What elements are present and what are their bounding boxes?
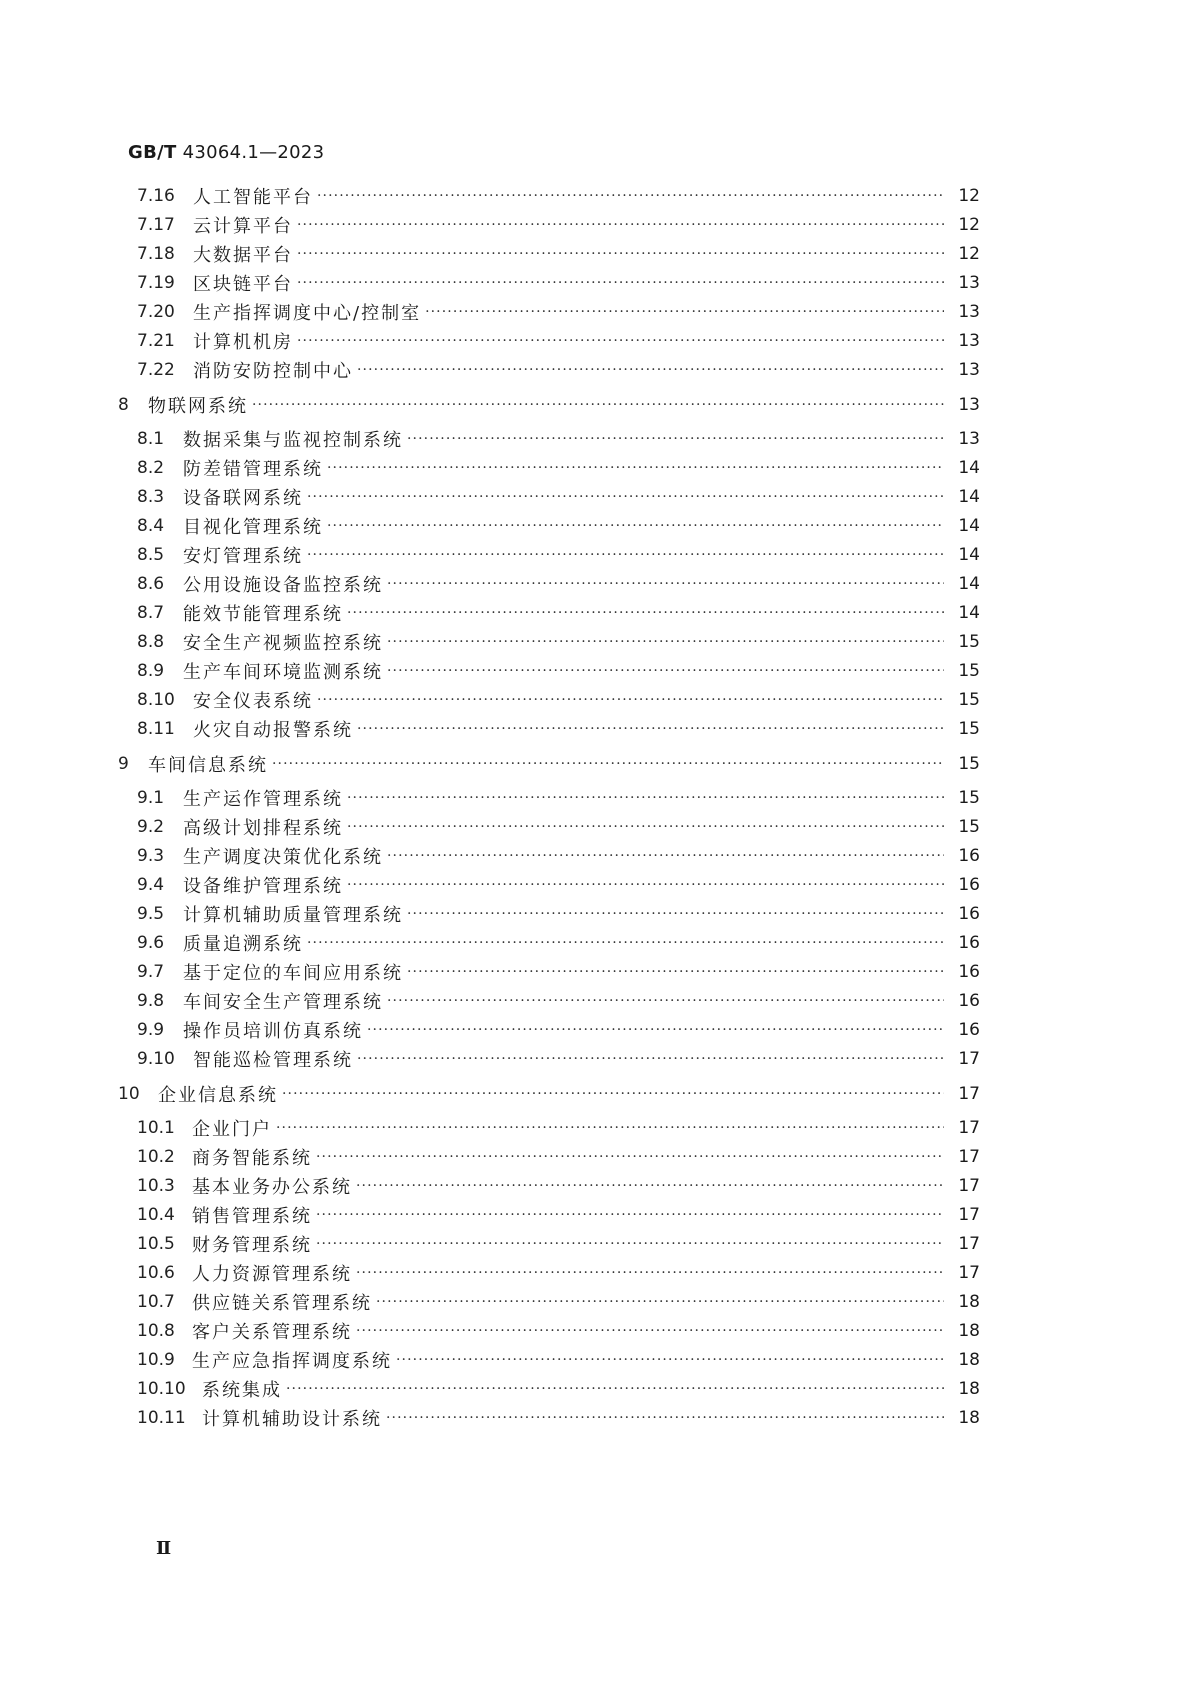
dot-leader bbox=[316, 1201, 944, 1229]
toc-entry[interactable] bbox=[137, 182, 980, 210]
toc-entry-title: 操作员培训仿真系统 bbox=[183, 1021, 363, 1042]
toc-entry[interactable] bbox=[137, 715, 980, 743]
toc-entry-title: 安灯管理系统 bbox=[183, 546, 303, 567]
toc-entry-number: 10 bbox=[118, 1084, 140, 1104]
toc-entry[interactable] bbox=[137, 1201, 980, 1229]
toc-entry-number: 9.4 bbox=[137, 875, 165, 895]
toc-entry-page: 17 bbox=[958, 1205, 980, 1225]
toc-entry-title: 计算机辅助质量管理系统 bbox=[183, 905, 403, 926]
toc-entry-number: 8.10 bbox=[137, 690, 175, 710]
toc-entry-page: 16 bbox=[958, 962, 980, 982]
toc-entry-title: 区块链平台 bbox=[193, 274, 293, 295]
toc-entry-number: 10.1 bbox=[137, 1118, 175, 1138]
toc-entry[interactable] bbox=[137, 599, 980, 627]
toc-entry-page: 12 bbox=[958, 244, 980, 264]
toc-entry-page: 13 bbox=[958, 273, 980, 293]
toc-entry[interactable] bbox=[137, 871, 980, 899]
toc-entry[interactable] bbox=[118, 1080, 980, 1108]
toc-entry-title: 高级计划排程系统 bbox=[183, 818, 343, 839]
toc-entry-number: 9.1 bbox=[137, 788, 165, 808]
toc-entry-title: 车间安全生产管理系统 bbox=[183, 992, 383, 1013]
toc-entry[interactable] bbox=[137, 958, 980, 986]
dot-leader bbox=[317, 182, 944, 210]
toc-entry-page: 16 bbox=[958, 904, 980, 924]
toc-entry-page: 17 bbox=[958, 1234, 980, 1254]
dot-leader bbox=[376, 1288, 944, 1316]
toc-entry-title: 系统集成 bbox=[202, 1380, 282, 1401]
toc-entry-title: 基本业务办公系统 bbox=[192, 1177, 352, 1198]
page-number-footer: Ⅱ bbox=[156, 1538, 172, 1559]
toc-entry-page: 18 bbox=[958, 1321, 980, 1341]
toc-entry-number: 8.7 bbox=[137, 603, 165, 623]
dot-leader bbox=[407, 900, 944, 928]
toc-entry[interactable] bbox=[137, 842, 980, 870]
dot-leader bbox=[356, 1259, 944, 1287]
toc-entry-number: 10.11 bbox=[137, 1408, 186, 1428]
toc-entry-page: 16 bbox=[958, 1020, 980, 1040]
toc-entry-page: 15 bbox=[958, 817, 980, 837]
dot-leader bbox=[286, 1375, 944, 1403]
dot-leader bbox=[347, 813, 944, 841]
toc-entry[interactable] bbox=[137, 269, 980, 297]
toc-entry-title: 计算机辅助设计系统 bbox=[202, 1409, 382, 1430]
toc-entry-page: 17 bbox=[958, 1147, 980, 1167]
dot-leader bbox=[316, 1230, 944, 1258]
toc-entry-title: 消防安防控制中心 bbox=[193, 361, 353, 382]
toc-entry[interactable] bbox=[137, 813, 980, 841]
toc-entry[interactable] bbox=[137, 211, 980, 239]
toc-entry-page: 12 bbox=[958, 186, 980, 206]
toc-entry-number: 8.3 bbox=[137, 487, 165, 507]
dot-leader bbox=[297, 327, 944, 355]
toc-entry-number: 10.3 bbox=[137, 1176, 175, 1196]
toc-entry-page: 16 bbox=[958, 991, 980, 1011]
toc-entry[interactable] bbox=[137, 628, 980, 656]
toc-entry-title: 客户关系管理系统 bbox=[192, 1322, 352, 1343]
toc-entry-page: 17 bbox=[958, 1263, 980, 1283]
dot-leader bbox=[386, 1404, 944, 1432]
toc-entry[interactable] bbox=[137, 570, 980, 598]
toc-entry-number: 9.3 bbox=[137, 846, 165, 866]
toc-entry[interactable] bbox=[137, 1143, 980, 1171]
toc-entry-number: 10.5 bbox=[137, 1234, 175, 1254]
toc-entry-title: 能效节能管理系统 bbox=[183, 604, 343, 625]
toc-entry-title: 人力资源管理系统 bbox=[192, 1264, 352, 1285]
toc-entry-number: 10.7 bbox=[137, 1292, 175, 1312]
toc-entry[interactable] bbox=[118, 391, 980, 419]
dot-leader bbox=[327, 512, 944, 540]
toc-entry-number: 9.6 bbox=[137, 933, 165, 953]
toc-entry-title: 防差错管理系统 bbox=[183, 459, 323, 480]
toc-entry-title: 商务智能系统 bbox=[192, 1148, 312, 1169]
toc-entry-title: 计算机机房 bbox=[193, 332, 293, 353]
toc-entry-page: 13 bbox=[958, 331, 980, 351]
toc-entry-number: 10.2 bbox=[137, 1147, 175, 1167]
toc-entry-number: 8.9 bbox=[137, 661, 165, 681]
toc-entry-number: 9.2 bbox=[137, 817, 165, 837]
toc-entry[interactable] bbox=[137, 1317, 980, 1345]
toc-entry-number: 10.8 bbox=[137, 1321, 175, 1341]
toc-entry-page: 15 bbox=[958, 661, 980, 681]
toc-entry-number: 8.4 bbox=[137, 516, 165, 536]
toc-entry-page: 14 bbox=[958, 516, 980, 536]
toc-entry-page: 14 bbox=[958, 458, 980, 478]
toc-entry[interactable] bbox=[137, 1346, 980, 1374]
dot-leader bbox=[387, 987, 944, 1015]
toc-entry[interactable] bbox=[137, 454, 980, 482]
toc-entry-page: 14 bbox=[958, 603, 980, 623]
toc-entry-title: 销售管理系统 bbox=[192, 1206, 312, 1227]
dot-leader bbox=[297, 240, 944, 268]
toc-entry[interactable] bbox=[137, 1259, 980, 1287]
toc-entry-page: 17 bbox=[958, 1084, 980, 1104]
toc-entry-number: 7.20 bbox=[137, 302, 175, 322]
toc-entry[interactable] bbox=[137, 1230, 980, 1258]
dot-leader bbox=[357, 1045, 944, 1073]
toc-entry-number: 9.10 bbox=[137, 1049, 175, 1069]
toc-entry[interactable] bbox=[137, 1045, 980, 1073]
toc-entry-title: 财务管理系统 bbox=[192, 1235, 312, 1256]
toc-entry-number: 8.6 bbox=[137, 574, 165, 594]
toc-entry-number: 9.8 bbox=[137, 991, 165, 1011]
toc-entry-page: 16 bbox=[958, 846, 980, 866]
toc-entry-page: 15 bbox=[958, 754, 980, 774]
toc-entry-title: 智能巡检管理系统 bbox=[193, 1050, 353, 1071]
toc-entry-title: 目视化管理系统 bbox=[183, 517, 323, 538]
toc-entry-number: 7.18 bbox=[137, 244, 175, 264]
standard-prefix: GB/T bbox=[128, 142, 177, 163]
toc-entry[interactable] bbox=[137, 900, 980, 928]
toc-entry-page: 16 bbox=[958, 875, 980, 895]
dot-leader bbox=[272, 750, 944, 778]
toc-entry-title: 供应链关系管理系统 bbox=[192, 1293, 372, 1314]
toc-entry-number: 8.8 bbox=[137, 632, 165, 652]
toc-entry-number: 8.5 bbox=[137, 545, 165, 565]
toc-entry[interactable] bbox=[137, 512, 980, 540]
toc-entry[interactable] bbox=[137, 1114, 980, 1142]
toc-entry-title: 安全生产视频监控系统 bbox=[183, 633, 383, 654]
toc-entry-page: 17 bbox=[958, 1176, 980, 1196]
toc-entry-page: 14 bbox=[958, 487, 980, 507]
toc-entry-title: 设备联网系统 bbox=[183, 488, 303, 509]
toc-entry-page: 13 bbox=[958, 360, 980, 380]
toc-entry-page: 14 bbox=[958, 545, 980, 565]
toc-entry-page: 15 bbox=[958, 788, 980, 808]
dot-leader bbox=[297, 211, 944, 239]
toc-entry-title: 生产车间环境监测系统 bbox=[183, 662, 383, 683]
toc-entry-page: 14 bbox=[958, 574, 980, 594]
toc-entry[interactable] bbox=[137, 356, 980, 384]
toc-entry-page: 15 bbox=[958, 632, 980, 652]
toc-entry-title: 生产应急指挥调度系统 bbox=[192, 1351, 392, 1372]
toc-entry-number: 10.6 bbox=[137, 1263, 175, 1283]
toc-entry-number: 7.21 bbox=[137, 331, 175, 351]
toc-entry[interactable] bbox=[137, 1404, 980, 1432]
toc-entry[interactable] bbox=[137, 1375, 980, 1403]
standard-header bbox=[128, 142, 324, 163]
toc-entry[interactable] bbox=[137, 240, 980, 268]
toc-entry[interactable] bbox=[137, 483, 980, 511]
toc-entry-page: 17 bbox=[958, 1118, 980, 1138]
toc-entry-title: 大数据平台 bbox=[193, 245, 293, 266]
dot-leader bbox=[357, 356, 944, 384]
toc-entry-page: 17 bbox=[958, 1049, 980, 1069]
dot-leader bbox=[387, 628, 944, 656]
toc-entry-title: 生产运作管理系统 bbox=[183, 789, 343, 810]
dot-leader bbox=[396, 1346, 944, 1374]
dot-leader bbox=[317, 686, 944, 714]
toc-entry[interactable] bbox=[137, 425, 980, 453]
toc-entry-title: 设备维护管理系统 bbox=[183, 876, 343, 897]
dot-leader bbox=[276, 1114, 944, 1142]
toc-entry[interactable] bbox=[137, 1016, 980, 1044]
toc-entry[interactable] bbox=[118, 750, 980, 778]
toc-entry-page: 18 bbox=[958, 1292, 980, 1312]
toc-entry[interactable] bbox=[137, 657, 980, 685]
toc-entry-title: 基于定位的车间应用系统 bbox=[183, 963, 403, 984]
toc-entry-number: 9.9 bbox=[137, 1020, 165, 1040]
toc-entry-title: 企业信息系统 bbox=[158, 1085, 278, 1106]
toc-entry-title: 人工智能平台 bbox=[193, 187, 313, 208]
toc-entry-number: 7.22 bbox=[137, 360, 175, 380]
toc-entry-number: 8.2 bbox=[137, 458, 165, 478]
toc-entry-page: 18 bbox=[958, 1379, 980, 1399]
toc-entry-title: 企业门户 bbox=[192, 1119, 272, 1140]
toc-entry-number: 10.4 bbox=[137, 1205, 175, 1225]
dot-leader bbox=[347, 784, 944, 812]
dot-leader bbox=[307, 541, 944, 569]
toc-entry-page: 12 bbox=[958, 215, 980, 235]
toc-entry-page: 18 bbox=[958, 1350, 980, 1370]
toc-entry[interactable] bbox=[137, 686, 980, 714]
dot-leader bbox=[367, 1016, 944, 1044]
toc-entry[interactable] bbox=[137, 298, 980, 326]
toc-entry-title: 生产调度决策优化系统 bbox=[183, 847, 383, 868]
dot-leader bbox=[282, 1080, 944, 1108]
toc-entry-title: 安全仪表系统 bbox=[193, 691, 313, 712]
dot-leader bbox=[252, 391, 944, 419]
dot-leader bbox=[407, 958, 944, 986]
toc-entry-title: 物联网系统 bbox=[148, 396, 248, 417]
toc-entry-page: 13 bbox=[958, 429, 980, 449]
dot-leader bbox=[297, 269, 944, 297]
toc-entry-page: 13 bbox=[958, 302, 980, 322]
standard-number: 43064.1—2023 bbox=[182, 142, 325, 163]
toc-entry[interactable] bbox=[137, 1172, 980, 1200]
toc-entry[interactable] bbox=[137, 1288, 980, 1316]
toc-entry-page: 13 bbox=[958, 395, 980, 415]
dot-leader bbox=[357, 715, 944, 743]
dot-leader bbox=[387, 842, 944, 870]
toc-entry-page: 15 bbox=[958, 719, 980, 739]
toc-entry[interactable] bbox=[137, 987, 980, 1015]
toc-entry-number: 8.1 bbox=[137, 429, 165, 449]
dot-leader bbox=[347, 599, 944, 627]
toc-entry[interactable] bbox=[137, 541, 980, 569]
toc-entry-title: 数据采集与监视控制系统 bbox=[183, 430, 403, 451]
toc-entry-page: 16 bbox=[958, 933, 980, 953]
toc-entry-number: 7.19 bbox=[137, 273, 175, 293]
toc-entry[interactable] bbox=[137, 784, 980, 812]
toc-entry-page: 15 bbox=[958, 690, 980, 710]
toc-entry-title: 公用设施设备监控系统 bbox=[183, 575, 383, 596]
dot-leader bbox=[356, 1172, 944, 1200]
toc-entry-number: 10.9 bbox=[137, 1350, 175, 1370]
toc-entry-page: 18 bbox=[958, 1408, 980, 1428]
toc-entry-title: 火灾自动报警系统 bbox=[193, 720, 353, 741]
toc-entry-title: 车间信息系统 bbox=[148, 755, 268, 776]
toc-entry-number: 8 bbox=[118, 395, 129, 415]
dot-leader bbox=[356, 1317, 944, 1345]
toc-entry-number: 9.7 bbox=[137, 962, 165, 982]
dot-leader bbox=[387, 570, 944, 598]
toc-entry-number: 8.11 bbox=[137, 719, 175, 739]
dot-leader bbox=[347, 871, 944, 899]
toc-entry-number: 7.16 bbox=[137, 186, 175, 206]
toc-entry-title: 云计算平台 bbox=[193, 216, 293, 237]
toc-entry-number: 10.10 bbox=[137, 1379, 186, 1399]
dot-leader bbox=[407, 425, 944, 453]
dot-leader bbox=[307, 929, 944, 957]
dot-leader bbox=[307, 483, 944, 511]
toc-entry-number: 9 bbox=[118, 754, 129, 774]
toc-entry[interactable] bbox=[137, 327, 980, 355]
toc-entry-number: 7.17 bbox=[137, 215, 175, 235]
dot-leader bbox=[327, 454, 944, 482]
toc-entry[interactable] bbox=[137, 929, 980, 957]
dot-leader bbox=[387, 657, 944, 685]
toc-entry-title: 质量追溯系统 bbox=[183, 934, 303, 955]
dot-leader bbox=[425, 298, 944, 326]
toc-entry-number: 9.5 bbox=[137, 904, 165, 924]
toc-entry-title: 生产指挥调度中心/控制室 bbox=[193, 303, 422, 324]
dot-leader bbox=[316, 1143, 944, 1171]
